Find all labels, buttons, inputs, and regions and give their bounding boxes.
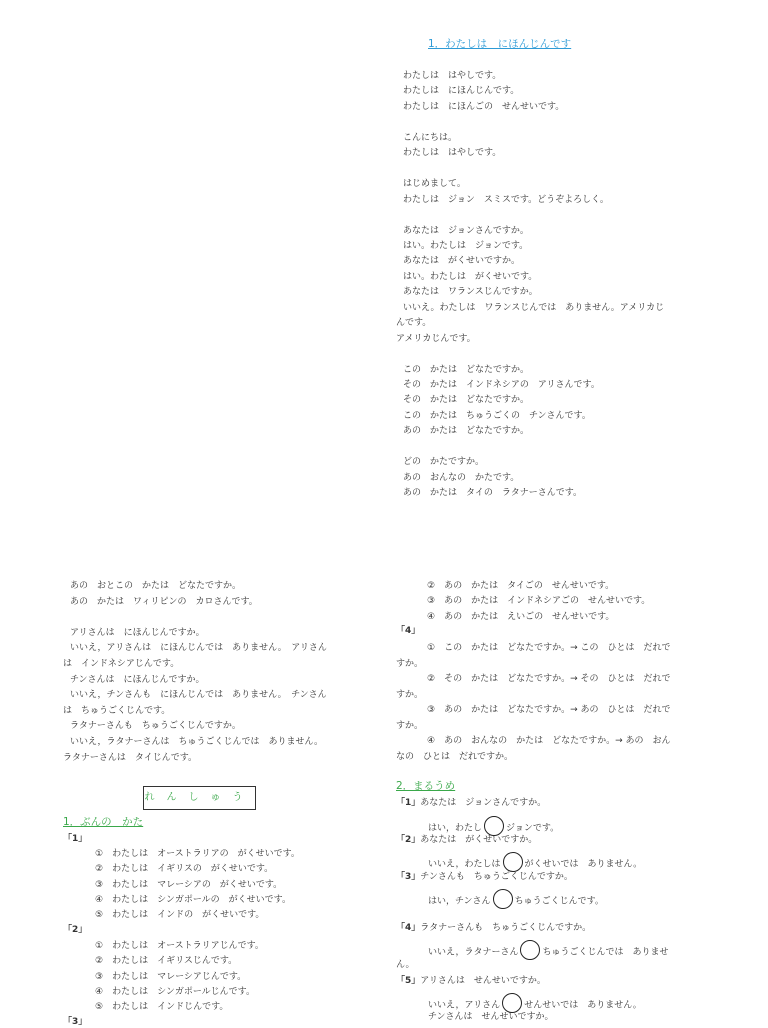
blank-circle-2[interactable] [503, 852, 523, 872]
text-line: ④ あの おんなの かたは どなたですか。→ あの おん [427, 736, 671, 746]
blank-circle-1[interactable] [484, 816, 504, 836]
practice-box: れんしゅう [143, 786, 256, 810]
question-2-label: 「2」 [396, 835, 421, 845]
text-line: あの かたは どなたですか。 [403, 426, 530, 437]
question-5-extra: チンさんは せんせいですか。 [428, 1012, 554, 1022]
question-1-label: 「1」 [396, 798, 421, 808]
question-2 [396, 834, 537, 846]
lesson-title[interactable]: 1．わたしは にほんじんです [428, 38, 572, 50]
question-1-text: あなたは ジョンさんですか。 [420, 798, 547, 808]
text-line: ① わたしは オーストラリアじんです。 [95, 941, 264, 951]
blank-circle-3[interactable] [493, 889, 513, 909]
text-line: アメリカじんです。 [396, 333, 476, 344]
answer-4-pre: いいえ，ラタナーさん [428, 947, 519, 958]
text-line: ラタナーさんは タイじんです。 [63, 752, 198, 763]
text-line: いいえ，ラタナーさんは ちゅうごくじんでは ありません。 [70, 737, 323, 747]
text-line: こんにちは。 [403, 132, 458, 143]
group3-label: 「3」 [63, 1017, 88, 1027]
answer-2-post: がくせいでは ありません。 [524, 859, 643, 870]
text-line: わたしは にほんごの せんせいです。 [403, 101, 565, 112]
blank-circle-5[interactable] [502, 993, 522, 1013]
text-line: はじめまして。 [403, 179, 466, 190]
text-line: ② わたしは イギリスじんです。 [95, 956, 238, 967]
text-line: あなたは ジョンさんですか。 [403, 225, 529, 236]
text-line: ③ あの かたは インドネシアごの せんせいです。 [427, 596, 651, 607]
text-line: ④ あの かたは えいごの せんせいです。 [427, 611, 615, 622]
text-line: ③ わたしは マレーシアの がくせいです。 [95, 879, 283, 890]
text-line: はい。わたしは ジョンです。 [403, 240, 529, 251]
question-3 [396, 871, 573, 883]
text-line: わたしは はやしです。 [403, 71, 502, 81]
text-line: すか。 [396, 721, 424, 731]
text-line: その かたは インドネシアの アリさんです。 [403, 380, 600, 390]
text-line: ③ わたしは マレーシアじんです。 [95, 971, 247, 982]
text-line: ③ あの かたは どなたですか。→ あの ひとは だれで [427, 705, 671, 715]
text-line: この かたは ちゅうごくの チンさんです。 [403, 410, 591, 421]
text-line: わたしは にほんじんです。 [403, 86, 520, 97]
text-line: あなたは がくせいですか。 [403, 256, 521, 267]
question-4-label: 「4」 [396, 923, 421, 933]
text-line: わたしは ジョン スミスです。どうぞよろしく。 [403, 194, 609, 205]
text-line: ② あの かたは タイごの せんせいです。 [427, 581, 615, 591]
question-3-label: 「3」 [396, 872, 421, 882]
text-line: チンさんは にほんじんですか。 [70, 674, 205, 685]
text-line: いいえ。わたしは ワランスじんでは ありません。アメリカじ [403, 302, 665, 313]
text-line: すか。 [396, 690, 424, 700]
answer-3-post: ちゅうごくじんです。 [514, 896, 604, 907]
text-line: あの かたは ワィリピンの カロさんです。 [70, 596, 258, 607]
group1-label: 「1」 [63, 834, 88, 844]
text-line: いいえ，アリさんは にほんじんでは ありません。 アリさん [70, 643, 327, 654]
text-line: は ちゅうごくじんです。 [63, 705, 171, 716]
question-5-label: 「5」 [396, 976, 421, 986]
answer-5-pre: いいえ，アリさん [428, 1000, 501, 1011]
text-line: んです。 [396, 318, 432, 329]
text-line: あなたは ワランスじんですか。 [403, 287, 538, 298]
text-line: なの ひとは だれですか。 [396, 752, 514, 762]
text-line: ② わたしは イギリスの がくせいです。 [95, 864, 274, 875]
text-line: この かたは どなたですか。 [403, 364, 530, 375]
answer-4 [428, 942, 668, 962]
answer-4-continued: ん。 [396, 960, 415, 970]
text-line: すか。 [396, 659, 424, 669]
answer-1-post: ジョンです。 [506, 823, 560, 834]
question-4 [396, 922, 591, 934]
text-line: ④ わたしは シンガポールじんです。 [95, 986, 255, 997]
text-line: アリさんは にほんじんですか。 [70, 627, 205, 638]
text-line: ④ わたしは シンガポールの がくせいです。 [95, 894, 291, 905]
question-3-text: チンさんも ちゅうごくじんですか。 [420, 872, 573, 882]
text-line: わたしは はやしです。 [403, 148, 502, 159]
text-line: あの おとこの かたは どなたですか。 [70, 581, 242, 591]
question-5 [396, 975, 546, 987]
text-line: ⑤ わたしは インドじんです。 [95, 1002, 229, 1013]
question-1 [396, 797, 546, 809]
text-line: どの かたですか。 [403, 457, 485, 468]
answer-1-pre: はい，わたし [428, 823, 483, 834]
text-line: は インドネシアじんです。 [63, 659, 180, 669]
answer-3 [428, 891, 604, 911]
text-line: ⑤ わたしは インドの がくせいです。 [95, 910, 265, 921]
text-line: ラタナーさんも ちゅうごくじんですか。 [70, 721, 241, 732]
answer-4-post: ちゅうごくじんでは ありませ [542, 947, 669, 958]
text-line: ① この かたは どなたですか。→ この ひとは だれで [427, 643, 671, 653]
text-line: ② その かたは どなたですか。→ その ひとは だれで [427, 674, 671, 684]
question-4-text: ラタナーさんも ちゅうごくじんですか。 [420, 923, 592, 933]
blank-circle-4[interactable] [520, 940, 540, 960]
text-line: その かたは どなたですか。 [403, 395, 530, 406]
section2-title[interactable]: 2．まるうめ [396, 780, 456, 792]
question-5-text: アリさんは せんせいですか。 [420, 976, 546, 986]
text-line: あの おんなの かたです。 [403, 472, 520, 483]
answer-3-pre: はい，チンさん [428, 896, 491, 907]
answer-5-post: せんせいでは ありません。 [524, 1000, 642, 1011]
answer-2-pre: いいえ，わたしは [428, 859, 501, 870]
text-line: ① わたしは オーストラリアの がくせいです。 [95, 849, 300, 859]
group4-label: 「4」 [396, 626, 421, 636]
text-line: あの かたは タイの ラタナーさんです。 [403, 488, 583, 499]
group2-label: 「2」 [63, 925, 88, 935]
text-line: いいえ，チンさんも にほんじんでは ありません。 チンさん [70, 690, 327, 701]
question-2-text: あなたは がくせいですか。 [420, 835, 538, 845]
section1-title[interactable]: 1．ぶんの かた [63, 816, 144, 828]
text-line: はい。わたしは がくせいです。 [403, 271, 538, 282]
